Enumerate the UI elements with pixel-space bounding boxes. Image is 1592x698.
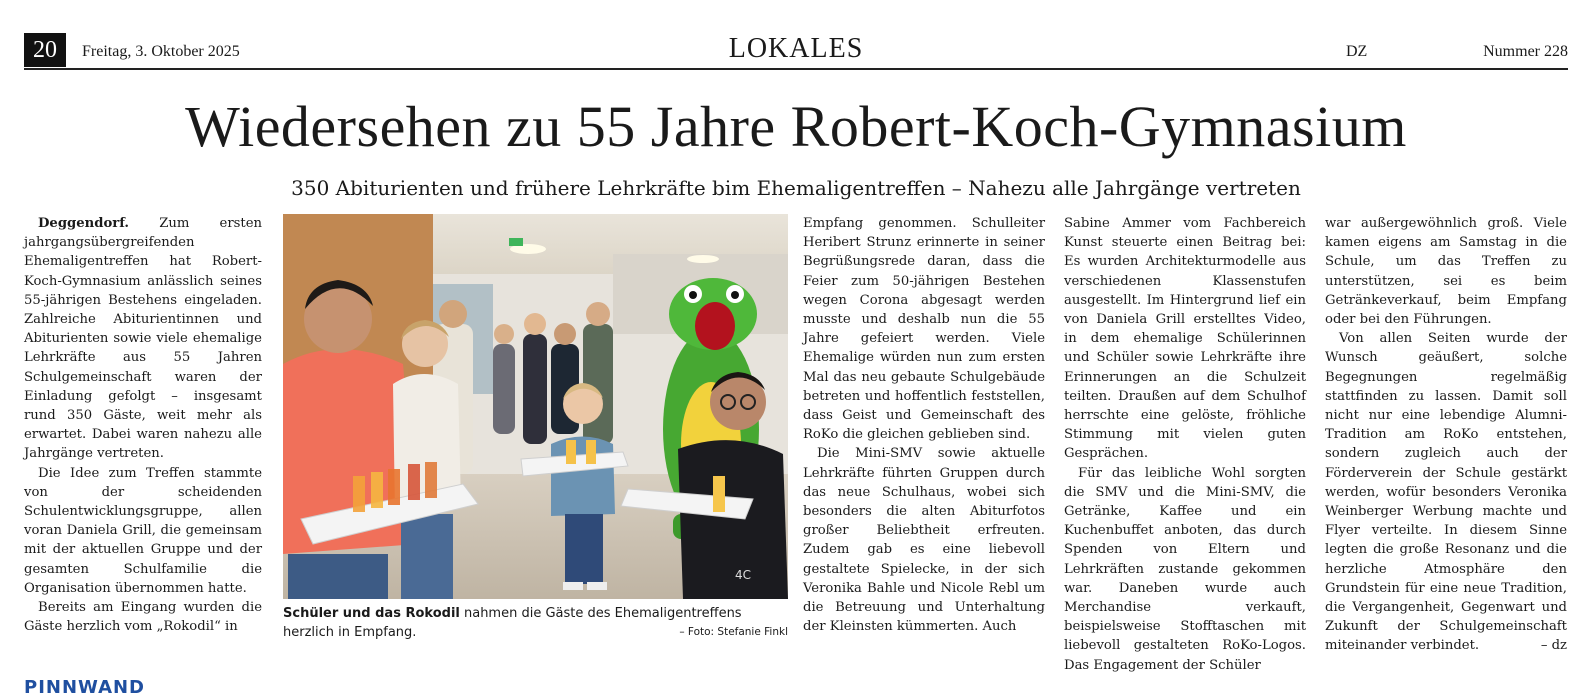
author-signature: – dz <box>1540 638 1567 654</box>
issue-number: Nummer 228 <box>1483 43 1568 60</box>
issue-date: Freitag, 3. Oktober 2025 <box>82 43 240 60</box>
article-column-1 <box>24 214 262 636</box>
paragraph: Die Mini-SMV sowie aktuelle Lehrkräfte führten Gruppen durch das neue Schulhaus, wobei sich besonders die alten Abiturfotos großer Beliebtheit erfreuten. Zudem gab es eine liebevoll gestaltete Spielecke, in der sich Veronika Bahle und Nicole Rebl um die Betreuung und Unterhaltung der Kleinsten kümmerten. Auch <box>803 446 1045 635</box>
article-column-4 <box>1064 214 1306 675</box>
paragraph-text: Zum ersten jahrgangsübergreifenden Ehemaligentreffen hat Robert-Koch-Gymnasium anlässlich seines 55-jährigen Bestehens eingeladen. Zahlreiche Abiturientinnen und Abiturienten sowie viele ehemalige Lehrkräfte aus 55 Jahren Schulgemeinschaft waren der Einladung gefolgt – insgesamt rund 350 Gäste, weit mehr als erwartet. Dabei waren nahezu alle Jahrgänge vertreten. <box>24 216 262 462</box>
paragraph: Für das leibliche Wohl sorgten die SMV und die Mini-SMV, die Getränke, Kaffee und ein Kuchenbuffet anboten, das durch Spenden von Eltern und Lehrkräften zustande gekommen war. Daneben wurde auch Merchandise verkauft, beispielsweise Stofftaschen mit liebevoll gestalteten RoKo-Logos. Das Engagement der Schüler <box>1064 465 1306 673</box>
article-headline: Wiedersehen zu 55 Jahre Robert-Koch-Gymnasium <box>185 94 1407 159</box>
page-header <box>24 30 1568 70</box>
newspaper-abbrev: DZ <box>1346 43 1368 60</box>
dateline: Deggendorf. <box>38 216 130 231</box>
article-column-3 <box>803 214 1045 636</box>
section-title: LOKALES <box>728 33 864 64</box>
article-subheadline: 350 Abiturienten und frühere Lehrkräfte bim Ehemaligentreffen – Nahezu alle Jahrgänge vertreten <box>291 176 1301 200</box>
photo-caption <box>283 604 788 642</box>
paragraph: Sabine Ammer vom Fachbereich Kunst steuerte einen Beitrag bei: Es wurden Architekturmodelle aus verschiedenen Klassenstufen ausgestellt. Im Hintergrund lief ein von Daniela Grill erstelltes Video, in dem ehemalige Schülerinnen und Schüler sowie Lehrkräfte ihre Erinnerungen an die Schulzeit teilten. Draußen auf dem Schulhof herrschte eine gelöste, fröhliche Stimmung mit vielen guten Gesprächen. <box>1064 216 1306 462</box>
article-photo <box>283 214 788 599</box>
paragraph: Empfang genommen. Schulleiter Heribert Strunz erinnerte in seiner Begrüßungsrede daran, dass die Feier zum 50-jährigen Bestehen wegen Corona abgesagt werden musste und deshalb nun die 55 Jahre gefeiert werden. Viele Ehemalige würden nun zum ersten Mal das neu gebaute Schulgebäude betreten und hoffentlich feststellen, dass Geist und Gemeinschaft des RoKo die gleichen geblieben sind. <box>803 216 1045 443</box>
caption-text: nahmen die Gäste des Ehemaligentreffens herzlich in Empfang. <box>283 606 742 640</box>
next-section-label: PINNWAND <box>24 677 146 698</box>
shirt-text: 4C <box>735 568 752 582</box>
paragraph: Die Idee zum Treffen stammte von der scheidenden Schulentwicklungsgruppe, allen voran Daniela Grill, die gemeinsam mit der aktuellen Gruppe und der gesamten Schulfamilie die Organisation übernommen hatte. <box>24 465 262 596</box>
paragraph <box>24 214 262 464</box>
photo-credit: – Foto: Stefanie Finkl <box>679 626 788 638</box>
page-number: 20 <box>24 33 66 67</box>
article-column-5 <box>1325 214 1567 656</box>
photo-illustration <box>283 214 788 599</box>
paragraph: Bereits am Eingang wurden die Gäste herzlich vom „Rokodil“ in <box>24 600 262 635</box>
caption-bold: Schüler und das Rokodil <box>283 606 460 621</box>
paragraph <box>1325 329 1567 655</box>
paragraph-text: Von allen Seiten wurde der Wunsch geäußert, solche Begegnungen regelmäßig stattfinden zu lassen. Damit soll nicht nur eine lebendige Alumni-Tradition am RoKo entstehen, sondern zugleich auch der Förderverein der Schule gestärkt werden, wofür besonders Veronika Weinberger Werbung machte und Flyer verteilte. In diesem Sinne legten die große Resonanz und die herzliche Atmosphäre den Grundstein für eine neue Tradition, die Vergangenheit, Gegenwart und Zukunft der Schulgemeinschaft miteinander verbindet. <box>1325 331 1567 654</box>
paragraph: war außergewöhnlich groß. Viele kamen eigens am Samstag in die Schule, um das Treffen zu unterstützen, sei es beim Getränkeverkauf, beim Empfang oder bei den Führungen. <box>1325 216 1567 328</box>
